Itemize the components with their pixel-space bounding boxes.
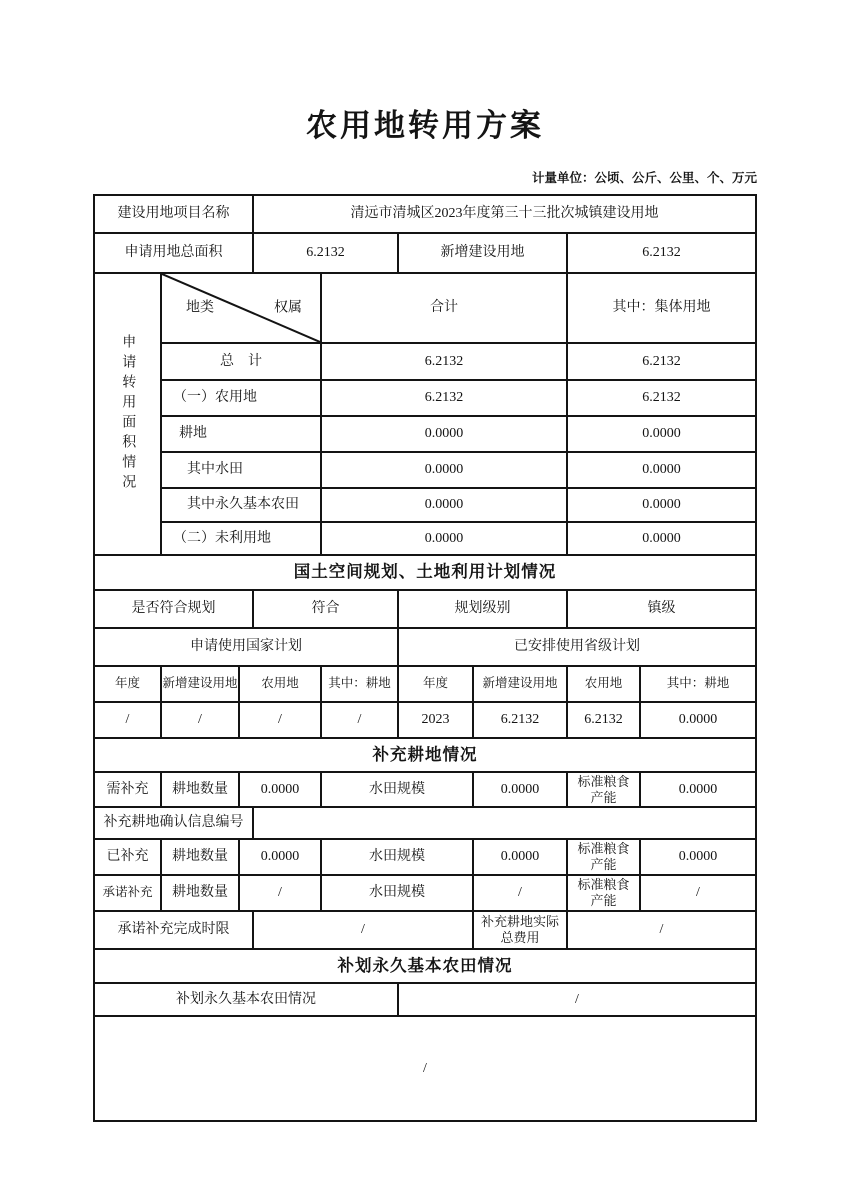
transfer-side-label: 申请转用面积情况	[120, 334, 136, 494]
grain-value: 0.0000	[678, 781, 718, 797]
transfer-row-cultivated	[162, 417, 755, 453]
plan-value-year: 2023	[399, 703, 474, 737]
paddy-value: /	[474, 876, 568, 910]
form-table	[93, 194, 757, 1122]
plan-value: /	[322, 703, 399, 737]
supplement-header-row	[95, 739, 755, 773]
confirm-number-label: 补充耕地确认信息编号	[95, 808, 254, 838]
qty-value: 0.0000	[240, 840, 322, 874]
plan-value: /	[95, 703, 162, 737]
paddy-label: 水田规模	[322, 773, 474, 806]
row-total-value: 6.2132	[322, 344, 568, 379]
document-title: 农用地转用方案	[306, 108, 544, 143]
col-cultivated: 其中：耕地	[666, 676, 730, 691]
row-collective-value: 0.0000	[642, 497, 681, 513]
row-collective-value: 0.0000	[642, 426, 681, 442]
farmland-row-value: /	[575, 991, 579, 1007]
supplement-promised-row	[95, 876, 755, 912]
farmland-section-header: 补划永久基本农田情况	[337, 956, 513, 975]
col-agricultural: 农用地	[240, 667, 322, 701]
cost-label: 补充耕地实际总费用	[481, 914, 560, 945]
row-total-value: 0.0000	[322, 417, 568, 451]
supplement-done-row	[95, 840, 755, 876]
col-new-construction: 新增建设用地	[162, 667, 240, 701]
transfer-row-grand-total	[162, 344, 755, 381]
col-agricultural: 农用地	[568, 667, 641, 701]
supplement-confirm-row	[95, 808, 755, 840]
col-new-construction: 新增建设用地	[474, 667, 568, 701]
remark-row	[95, 1017, 755, 1120]
qty-label: 耕地数量	[162, 876, 240, 910]
compliance-row	[95, 591, 755, 629]
project-name-row	[95, 196, 755, 234]
paddy-label: 水田规模	[322, 876, 474, 910]
col-header-collective: 其中：集体用地	[612, 300, 711, 316]
row-label: 其中水田	[162, 453, 322, 487]
row-collective-value: 0.0000	[642, 530, 681, 546]
plan-value-cultivated: 0.0000	[678, 712, 718, 728]
supplement-type: 需补充	[95, 773, 162, 806]
remark-value: /	[423, 1060, 427, 1076]
row-collective-value: 0.0000	[642, 462, 681, 478]
grain-label-cell	[568, 773, 641, 806]
plan-value-new-construction: 6.2132	[474, 703, 568, 737]
plan-value: /	[162, 703, 240, 737]
transfer-side-label-cell	[95, 274, 162, 554]
compliance-label: 是否符合规划	[95, 591, 254, 627]
row-total-value: 0.0000	[322, 489, 568, 521]
deadline-value: /	[254, 912, 474, 948]
farmland-row	[95, 984, 755, 1017]
supplement-type: 已补充	[95, 840, 162, 874]
col-header-total: 合计	[322, 274, 568, 342]
compliance-value: 符合	[254, 591, 399, 627]
row-total-value: 0.0000	[322, 453, 568, 487]
project-name-value: 清远市清城区2023年度第三十三批次城镇建设用地	[350, 206, 659, 222]
qty-label: 耕地数量	[162, 773, 240, 806]
plan-value: /	[240, 703, 322, 737]
row-label: 其中永久基本农田	[162, 489, 322, 521]
plan-values-row	[95, 703, 755, 739]
confirm-number-value	[254, 808, 755, 838]
transfer-header-row	[162, 274, 755, 344]
grain-label: 标准粮食产能	[577, 773, 630, 805]
row-total-value: 6.2132	[322, 381, 568, 415]
diagonal-header-cell	[162, 274, 322, 342]
supplement-required-row	[95, 773, 755, 808]
unit-note: 计量单位：公顷、公斤、公里、个、万元	[531, 171, 757, 185]
row-total-value: 0.0000	[322, 523, 568, 554]
plan-group-header-row	[95, 629, 755, 667]
qty-value: /	[240, 876, 322, 910]
landtype-header: 地类	[186, 300, 214, 316]
plan-value-agricultural: 6.2132	[568, 703, 641, 737]
col-year: 年度	[95, 667, 162, 701]
transfer-row-agricultural	[162, 381, 755, 417]
cost-label-cell	[474, 912, 568, 948]
row-label: 总 计	[162, 344, 322, 379]
transfer-row-paddy	[162, 453, 755, 489]
transfer-row-permanent-farmland	[162, 489, 755, 523]
row-label: （一）农用地	[162, 381, 322, 415]
planning-section-header: 国土空间规划、土地利用计划情况	[293, 563, 557, 582]
deadline-label: 承诺补充完成时限	[95, 912, 254, 948]
transfer-section	[95, 274, 755, 556]
total-area-value: 6.2132	[254, 234, 399, 272]
national-plan-header: 申请使用国家计划	[95, 629, 399, 665]
row-label: （二）未利用地	[162, 523, 322, 554]
total-area-row	[95, 234, 755, 274]
plan-level-label: 规划级别	[399, 591, 568, 627]
row-collective-value: 6.2132	[642, 353, 681, 369]
grain-label: 标准粮食产能	[577, 841, 630, 872]
paddy-label: 水田规模	[322, 840, 474, 874]
plan-level-value: 镇级	[647, 601, 676, 617]
supplement-section-header: 补充耕地情况	[372, 745, 478, 764]
farmland-header-row	[95, 950, 755, 984]
grain-value: /	[696, 885, 700, 901]
cost-value: /	[659, 922, 664, 938]
grain-label-cell	[568, 876, 641, 910]
paddy-value: 0.0000	[474, 773, 568, 806]
ownership-header: 权属	[274, 300, 302, 316]
provincial-plan-header: 已安排使用省级计划	[514, 639, 640, 655]
qty-value: 0.0000	[240, 773, 322, 806]
planning-header-row	[95, 556, 755, 591]
farmland-row-label: 补划永久基本农田情况	[95, 984, 399, 1015]
grain-label-cell	[568, 840, 641, 874]
grain-value: 0.0000	[678, 849, 718, 865]
qty-label: 耕地数量	[162, 840, 240, 874]
row-collective-value: 6.2132	[642, 390, 681, 406]
col-cultivated: 其中：耕地	[322, 667, 399, 701]
transfer-subtable	[162, 274, 755, 554]
supplement-deadline-row	[95, 912, 755, 950]
row-label: 耕地	[162, 417, 322, 451]
col-year: 年度	[399, 667, 474, 701]
project-name-label: 建设用地项目名称	[95, 196, 254, 232]
total-area-label: 申请用地总面积	[95, 234, 254, 272]
plan-column-header-row	[95, 667, 755, 703]
transfer-row-unused	[162, 523, 755, 554]
paddy-value: 0.0000	[474, 840, 568, 874]
new-construction-value: 6.2132	[642, 245, 681, 261]
new-construction-label: 新增建设用地	[399, 234, 568, 272]
supplement-type: 承诺补充	[95, 876, 162, 910]
grain-label: 标准粮食产能	[577, 877, 630, 908]
